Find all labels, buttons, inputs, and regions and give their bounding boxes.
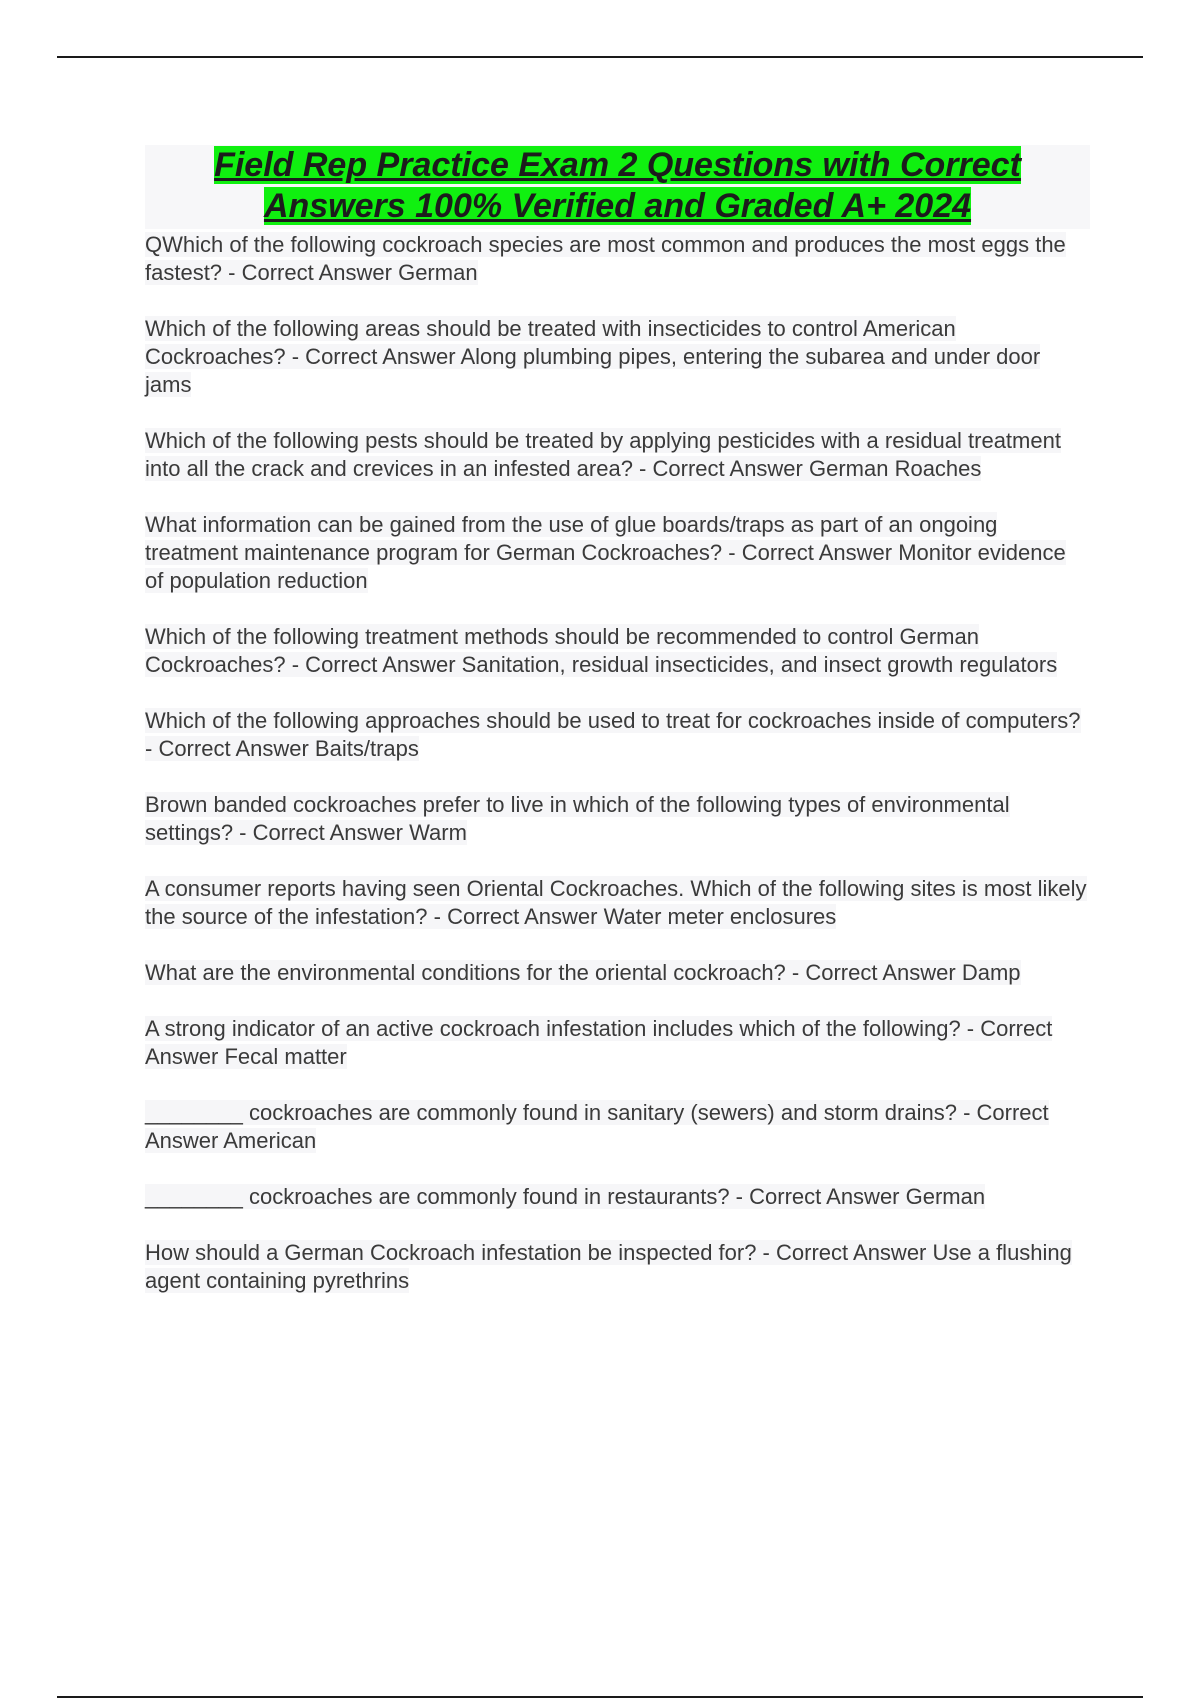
title-block (145, 145, 1090, 229)
qa-item: Which of the following approaches should be used to treat for cockroaches inside of computers? - Correct Answer Baits/traps (145, 708, 1081, 761)
page-top-rule (57, 56, 1143, 58)
qa-item: Which of the following areas should be treated with insecticides to control American Cockroaches? - Correct Answer Along plumbing pipes, entering the subarea and under door jams (145, 316, 1041, 397)
qa-item: How should a German Cockroach infestation be inspected for? - Correct Answer Use a flushing agent containing pyrethrins (145, 1240, 1072, 1293)
qa-item: Which of the following pests should be treated by applying pesticides with a residual treatment into all the crack and crevices in an infested area? - Correct Answer German Roaches (145, 428, 1061, 481)
document-title-text: Field Rep Practice Exam 2 Questions with Correct Answers 100% Verified and Graded A+ 2024 (214, 146, 1021, 225)
document-body (145, 145, 1090, 1323)
qa-item: What are the environmental conditions for the oriental cockroach? - Correct Answer Damp (145, 960, 1021, 985)
qa-item: ________ cockroaches are commonly found in sanitary (sewers) and storm drains? - Correct Answer American (145, 1100, 1049, 1153)
qa-item: Which of the following treatment methods should be recommended to control German Cockroaches? - Correct Answer Sanitation, residual insecticides, and insect growth regulators (145, 624, 1058, 677)
qa-item: What information can be gained from the use of glue boards/traps as part of an ongoing treatment maintenance program for German Cockroaches? - Correct Answer Monitor evidence of population reduction (145, 512, 1066, 593)
qa-list (145, 231, 1090, 1295)
qa-item: A consumer reports having seen Oriental Cockroaches. Which of the following sites is most likely the source of the infestation? - Correct Answer Water meter enclosures (145, 876, 1087, 929)
page-bottom-rule (57, 1696, 1143, 1698)
qa-item: A strong indicator of an active cockroach infestation includes which of the following? - Correct Answer Fecal matter (145, 1016, 1053, 1069)
qa-item: ________ cockroaches are commonly found in restaurants? - Correct Answer German (145, 1184, 986, 1209)
qa-item: QWhich of the following cockroach species are most common and produces the most eggs the fastest? - Correct Answer German (145, 232, 1066, 285)
qa-item: Brown banded cockroaches prefer to live in which of the following types of environmental settings? - Correct Answer Warm (145, 792, 1010, 845)
document-title (214, 146, 1021, 225)
